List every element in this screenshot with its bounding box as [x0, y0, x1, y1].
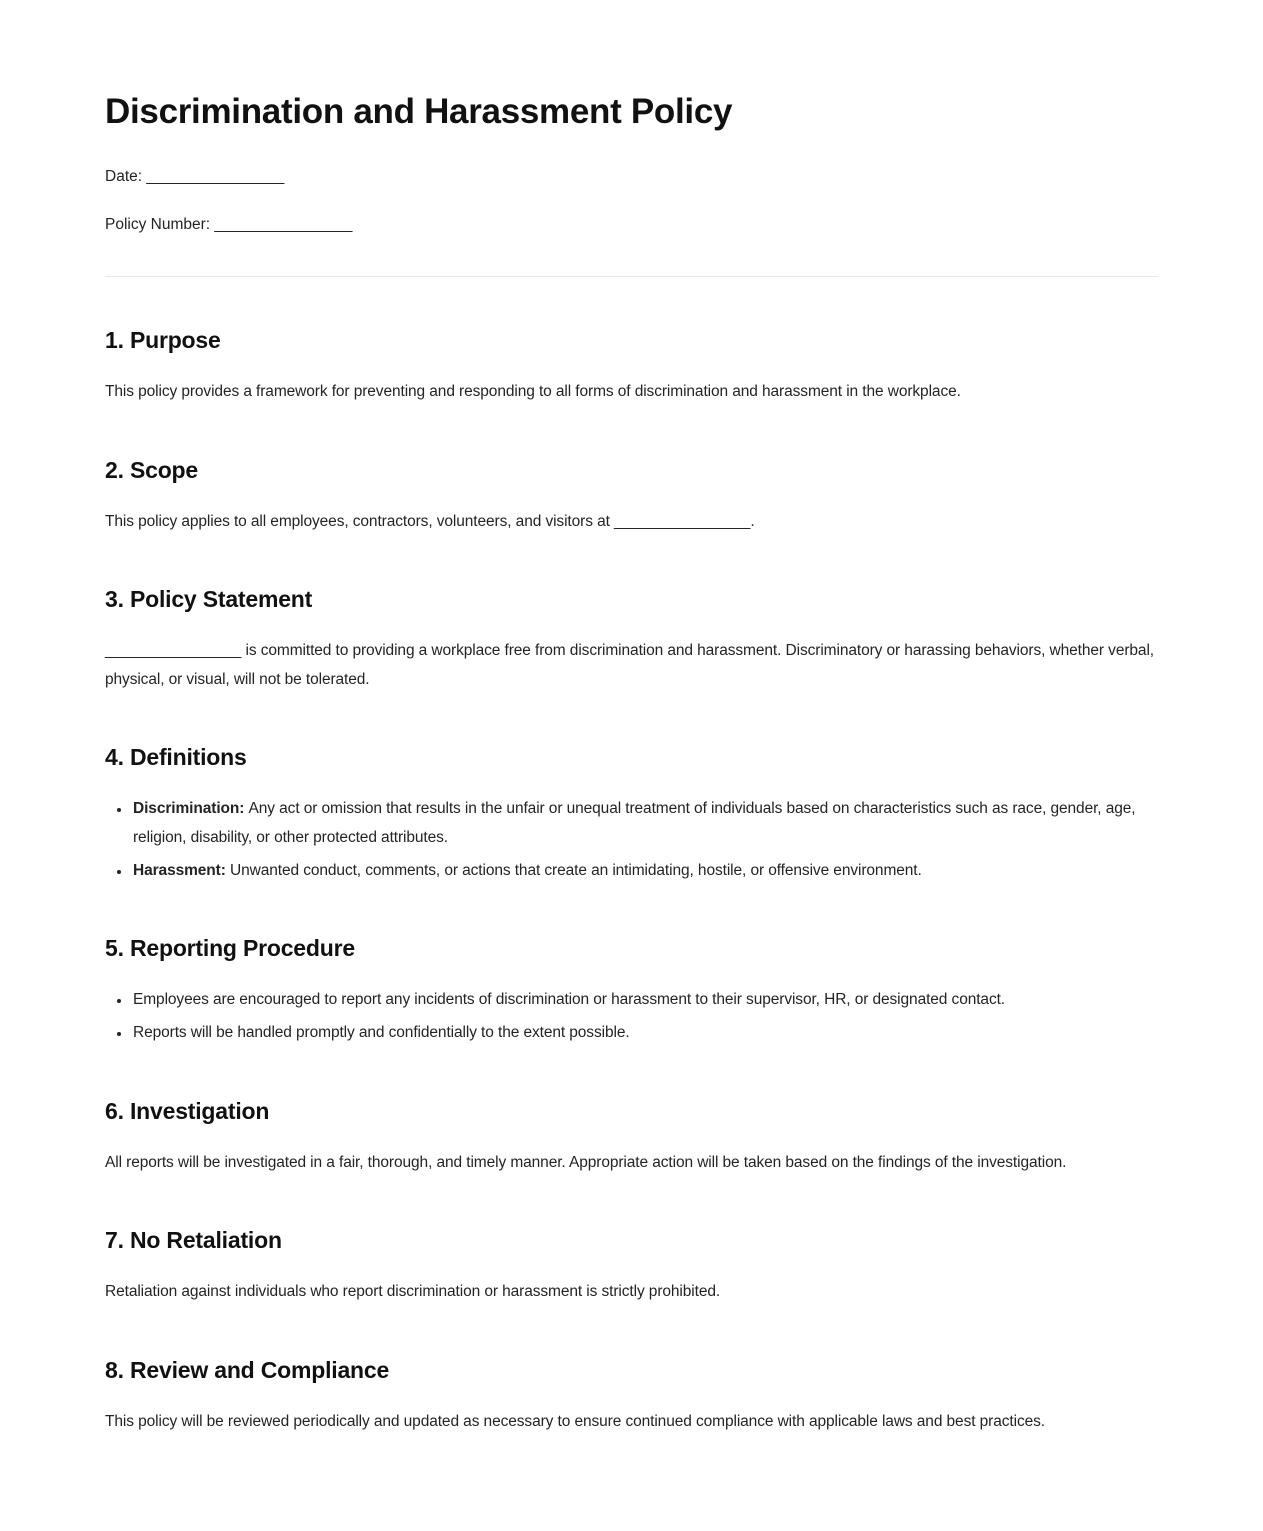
section-heading-policy-statement: 3. Policy Statement [105, 586, 313, 613]
section-definitions [105, 743, 1158, 885]
section-heading-purpose: 1. Purpose [105, 327, 221, 354]
date-blank: ________________ [146, 167, 285, 185]
section-heading-no-retaliation: 7. No Retaliation [105, 1227, 282, 1254]
date-line [105, 166, 1158, 188]
definitions-bullet-list [109, 795, 1158, 885]
section-heading-scope: 2. Scope [105, 456, 198, 483]
section-policy-statement [105, 585, 1158, 694]
section-heading-review-compliance: 8. Review and Compliance [105, 1356, 390, 1383]
bullet-text: Unwanted conduct, comments, or actions that create an intimidating, hostile, or offensive environment. [230, 861, 922, 879]
bullet-text: Any act or omission that results in the unfair or unequal treatment of individuals based on characteristics such as race, gender, age, religion, disability, or other protected attributes. [133, 800, 1136, 847]
section-paragraph-scope: This policy applies to all employees, contractors, volunteers, and visitors at ________________. [105, 512, 755, 530]
list-item-discrimination [131, 795, 1158, 852]
policy-number-line [105, 214, 1158, 236]
section-paragraph-policy-statement: ________________ is committed to providing a workplace free from discrimination and harassment. Discriminatory or harassing behaviors, whether verbal, physical, or visual, will not be tolerated. [105, 642, 1155, 688]
bullet-term: Harassment: [133, 861, 231, 879]
section-heading-investigation: 6. Investigation [105, 1097, 270, 1124]
section-heading-reporting-procedure: 5. Reporting Procedure [105, 935, 355, 962]
section-paragraph-investigation: All reports will be investigated in a fair, thorough, and timely manner. Appropriate action will be taken based on the findings of the investigation. [105, 1153, 1067, 1171]
section-review-compliance [105, 1356, 1158, 1437]
bullet-text: Employees are encouraged to report any incidents of discrimination or harassment to their supervisor, HR, or designated contact. [133, 991, 1006, 1009]
section-heading-definitions: 4. Definitions [105, 744, 247, 771]
list-item-harassment [131, 857, 1158, 886]
bullet-term: Discrimination: [133, 800, 249, 818]
document-title: Discrimination and Harassment Policy [105, 92, 733, 131]
section-paragraph-no-retaliation: Retaliation against individuals who report discrimination or harassment is strictly prohibited. [105, 1283, 721, 1301]
list-item-reports-handled [131, 1019, 1158, 1048]
reporting-bullet-list [109, 986, 1158, 1047]
date-label: Date: [105, 167, 147, 185]
policy-number-blank: ________________ [214, 216, 353, 234]
section-no-retaliation [105, 1226, 1158, 1307]
section-purpose [105, 326, 1158, 407]
section-paragraph-purpose: This policy provides a framework for preventing and responding to all forms of discrimination and harassment in the workplace. [105, 383, 961, 401]
policy-number-label: Policy Number: [105, 216, 215, 234]
bullet-text: Reports will be handled promptly and confidentially to the extent possible. [133, 1023, 630, 1041]
section-investigation [105, 1097, 1158, 1178]
list-item-report-incidents [131, 986, 1158, 1015]
section-reporting-procedure [105, 934, 1158, 1047]
section-paragraph-review-compliance: This policy will be reviewed periodically and updated as necessary to ensure continued compliance with applicable laws and best practices. [105, 1412, 1045, 1430]
section-scope [105, 456, 1158, 537]
section-divider [105, 276, 1158, 277]
